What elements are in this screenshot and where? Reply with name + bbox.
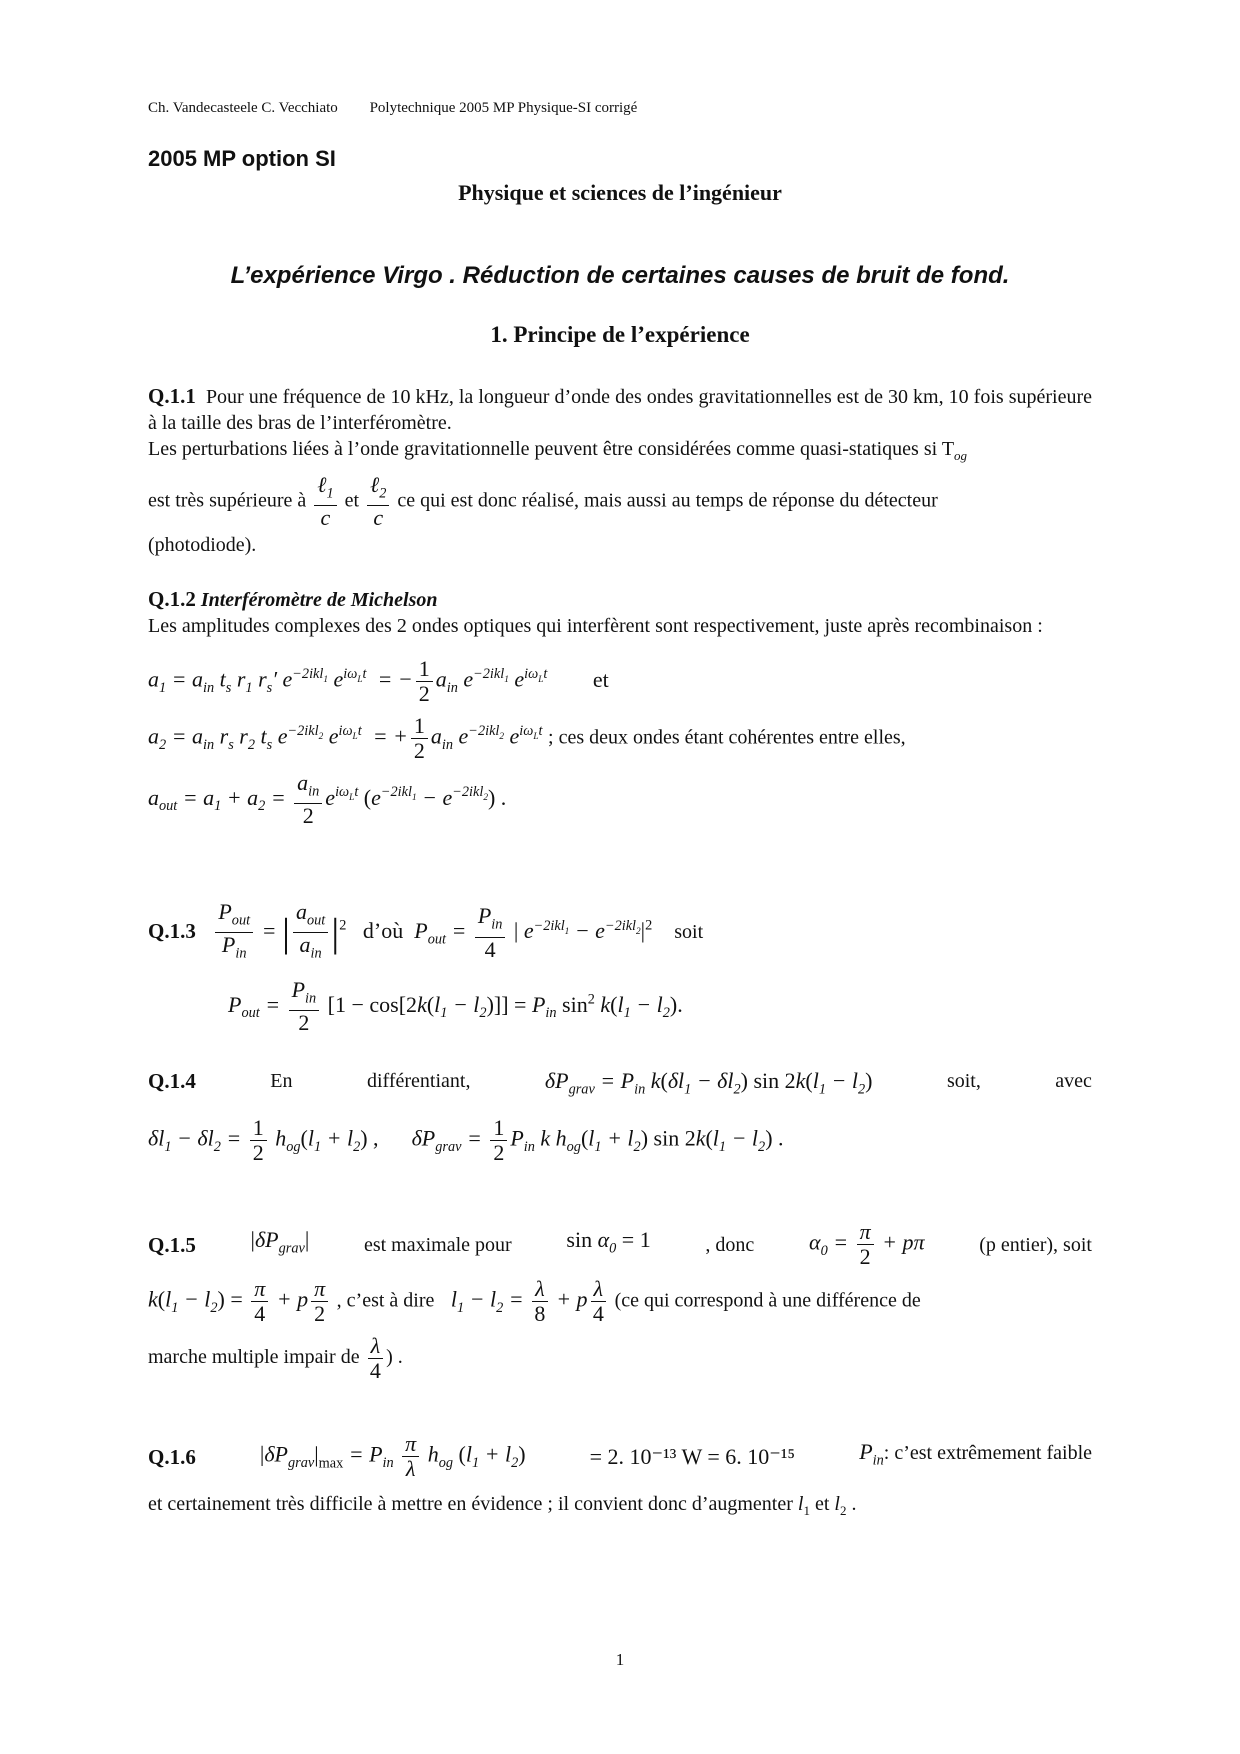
q12-intro: Les amplitudes complexes des 2 ondes optiques qui interfèrent sont respectivement, juste après recombinaison : — [148, 615, 1043, 637]
q15-t1: est maximale pour — [363, 1233, 512, 1256]
q13-soit: soit — [674, 920, 704, 943]
section-heading: 1. Principe de l’expérience — [490, 322, 750, 347]
header-source: Polytechnique 2005 MP Physique-SI corrigé — [369, 100, 638, 116]
q11-p3a: est très supérieure à — [148, 489, 307, 512]
topic-title: L’expérience Virgo . Réduction de certaines causes de bruit de fond. — [230, 262, 1010, 289]
q13-block: Q.1.3 $\frac{P_{out}}{P_{in}}$ = | $\frac{a_{out}}{a_{in}}$ $|^2$ d’où $P_{out}$ = $\frac{P_{in}}{4}$ | $e^{-2ikl_1} - e^{-2ikl_2}|^2$ soit $P_{out}$ = $\frac{P_{in}}{2}$ $[1 - \cos[2k(l_1 - l_2)]] = P_{in}$ $\sin^2 k(l_1 - l_2)$. — [148, 900, 1092, 1035]
q16-value: = 2. 10⁻¹³ W = 6. 10⁻¹⁵ — [589, 1443, 796, 1469]
equation-a1: $a_1 = a_{in}$ $t_s$ $r_1$ $r_s'$ $e^{-2ikl_1}$ $e^{i\omega_Lt}$ = − $\frac{1}{2}$ $a_{in}$ $e^{-2ikl_1}$ $e^{i\omega_Lt}$ et — [148, 656, 609, 706]
q14-text1: En — [270, 1070, 293, 1092]
subject-title: Physique et sciences de l’ingénieur — [458, 180, 782, 205]
q12-heading: Interféromètre de Michelson — [200, 589, 438, 611]
q11-p3b: et — [344, 489, 360, 512]
q11-p1: Pour une fréquence de 10 kHz, la longueur d’onde des ondes gravitationnelles est de 30 km, 10 fois supérieure à la taille des bras de l’interféromètre. — [148, 386, 1092, 434]
q14-block: Q.1.4 En différentiant, $\delta P_{grav} = P_{in}$ $k(\delta l_1 - \delta l_2)$ $\sin 2k(l_1 - l_2)$ soit, avec $\delta l_1 - \delta l_2$ = $\frac{1}{2}$ $h_{og}(l_1 + l_2)$ , $\delta P_{grav}$ = $\frac{1}{2}$ $P_{in}$ k $h_{og}(l_1 + l_2)$ $\sin 2k(l_1 - l_2)$ . — [148, 1068, 1092, 1166]
equation-a2: $a_2 = a_{in}$ $r_s$ $r_2$ $t_s$ $e^{-2ikl_2}$ $e^{i\omega_Lt}$ = + $\frac{1}{2}$ $a_{in}$ $e^{-2ikl_2}$ $e^{i\omega_Lt}$ ; ces deux ondes étant cohérentes entre elles, — [148, 713, 906, 763]
q11-p2-sub: og — [954, 448, 968, 463]
q11-p2: Les perturbations liées à l’onde gravitationnelle peuvent être considérées comme quasi-statiques si T — [148, 438, 955, 460]
q12-coherent: ; ces deux ondes étant cohérentes entre elles, — [548, 726, 906, 749]
q16-line2: et certainement très difficile à mettre en évidence ; il convient donc d’augmenter — [148, 1493, 793, 1515]
equation-aout: $a_{out} = a_1 + a_2$ = $\frac{a_{in}}{2}$ $e^{i\omega_Lt}$ $(e^{-2ikl_1} - e^{-2ikl_2})$ . — [148, 770, 507, 829]
q15-block: Q.1.5 $|\delta P_{grav}|$ est maximale pour $\sin \alpha_0 = 1$ , donc $\alpha_0$ = $\frac{\pi}{2}$ + pπ (p entier), soit $k(l_1 - l_2)$ = $\frac{\pi}{4}$ + p $\frac{\pi}{2}$ , c’est à dire $l_1 - l_2$ = $\frac{\lambda}{8}$ + p $\frac{\lambda}{4}$ (ce qui correspond à une différence de marche multiple impair de $\frac{\lambda}{4}$ ) . — [148, 1219, 1092, 1383]
q12-label: Q.1.2 — [148, 587, 196, 611]
q11-label: Q.1.1 — [148, 384, 196, 408]
q14-text2: différentiant, — [366, 1070, 471, 1092]
q15-label: Q.1.5 — [148, 1232, 196, 1257]
q12-block — [148, 586, 1092, 828]
q15-t3: (p entier), soit — [979, 1233, 1092, 1256]
header-authors: Ch. Vandecasteele C. Vecchiato — [148, 100, 338, 116]
q15-t7: ) . — [386, 1346, 403, 1369]
equation-dp-grav: $\delta l_1 - \delta l_2$ = $\frac{1}{2}$ $h_{og}(l_1 + l_2)$ , $\delta P_{grav}$ = $\frac{1}{2}$ $P_{in}$ k $h_{og}(l_1 + l_2)$ $\sin 2k(l_1 - l_2)$ . — [148, 1115, 784, 1166]
q15-t2: , donc — [705, 1233, 755, 1256]
fraction-l2-c: $\frac{\ell_2}{c}$ — [367, 473, 389, 530]
q15-t5: (ce qui correspond à une différence de — [614, 1289, 921, 1312]
running-header — [148, 100, 665, 117]
q15-t4: , c’est à dire — [336, 1289, 435, 1312]
q15-t6: marche multiple impair de — [148, 1346, 360, 1369]
q16-block: Q.1.6 $|\delta P_{grav}|_{max} = P_{in}$ $\frac{\pi}{\lambda}$ $h_{og}$ $(l_1 + l_2)$ = 2. 10⁻¹³ W = 6. 10⁻¹⁵ $P_{in}$: c’est extrêmement faible et certainement très difficile à mettre en évidence ; il convient donc d’augmenter $l_1$ et $l_2$ . — [148, 1431, 1092, 1518]
equation-pout: $P_{out}$ = $\frac{P_{in}}{2}$ $[1 - \cos[2k(l_1 - l_2)]] = P_{in}$ $\sin^2 k(l_1 - l_2)$. — [228, 976, 683, 1036]
exam-title: 2005 MP option SI — [148, 146, 336, 171]
q11-p3c: ce qui est donc réalisé, mais aussi au temps de réponse du détecteur — [397, 489, 938, 512]
q16-tail: : c’est extrêmement faible — [883, 1442, 1092, 1465]
q16-label: Q.1.6 — [148, 1444, 196, 1469]
q14-text3: soit, — [946, 1070, 981, 1092]
q11-p4: (photodiode). — [148, 534, 257, 557]
q13-label: Q.1.3 — [148, 918, 196, 943]
fraction-l1-c: $\frac{\ell_1}{c}$ — [314, 473, 336, 530]
q13-dou: d’où — [362, 917, 404, 943]
q14-label: Q.1.4 — [148, 1069, 196, 1093]
q11-block — [148, 383, 1092, 558]
q12-et: et — [592, 666, 609, 692]
q14-text4: avec — [1055, 1070, 1092, 1092]
page-number: 1 — [615, 1650, 625, 1669]
